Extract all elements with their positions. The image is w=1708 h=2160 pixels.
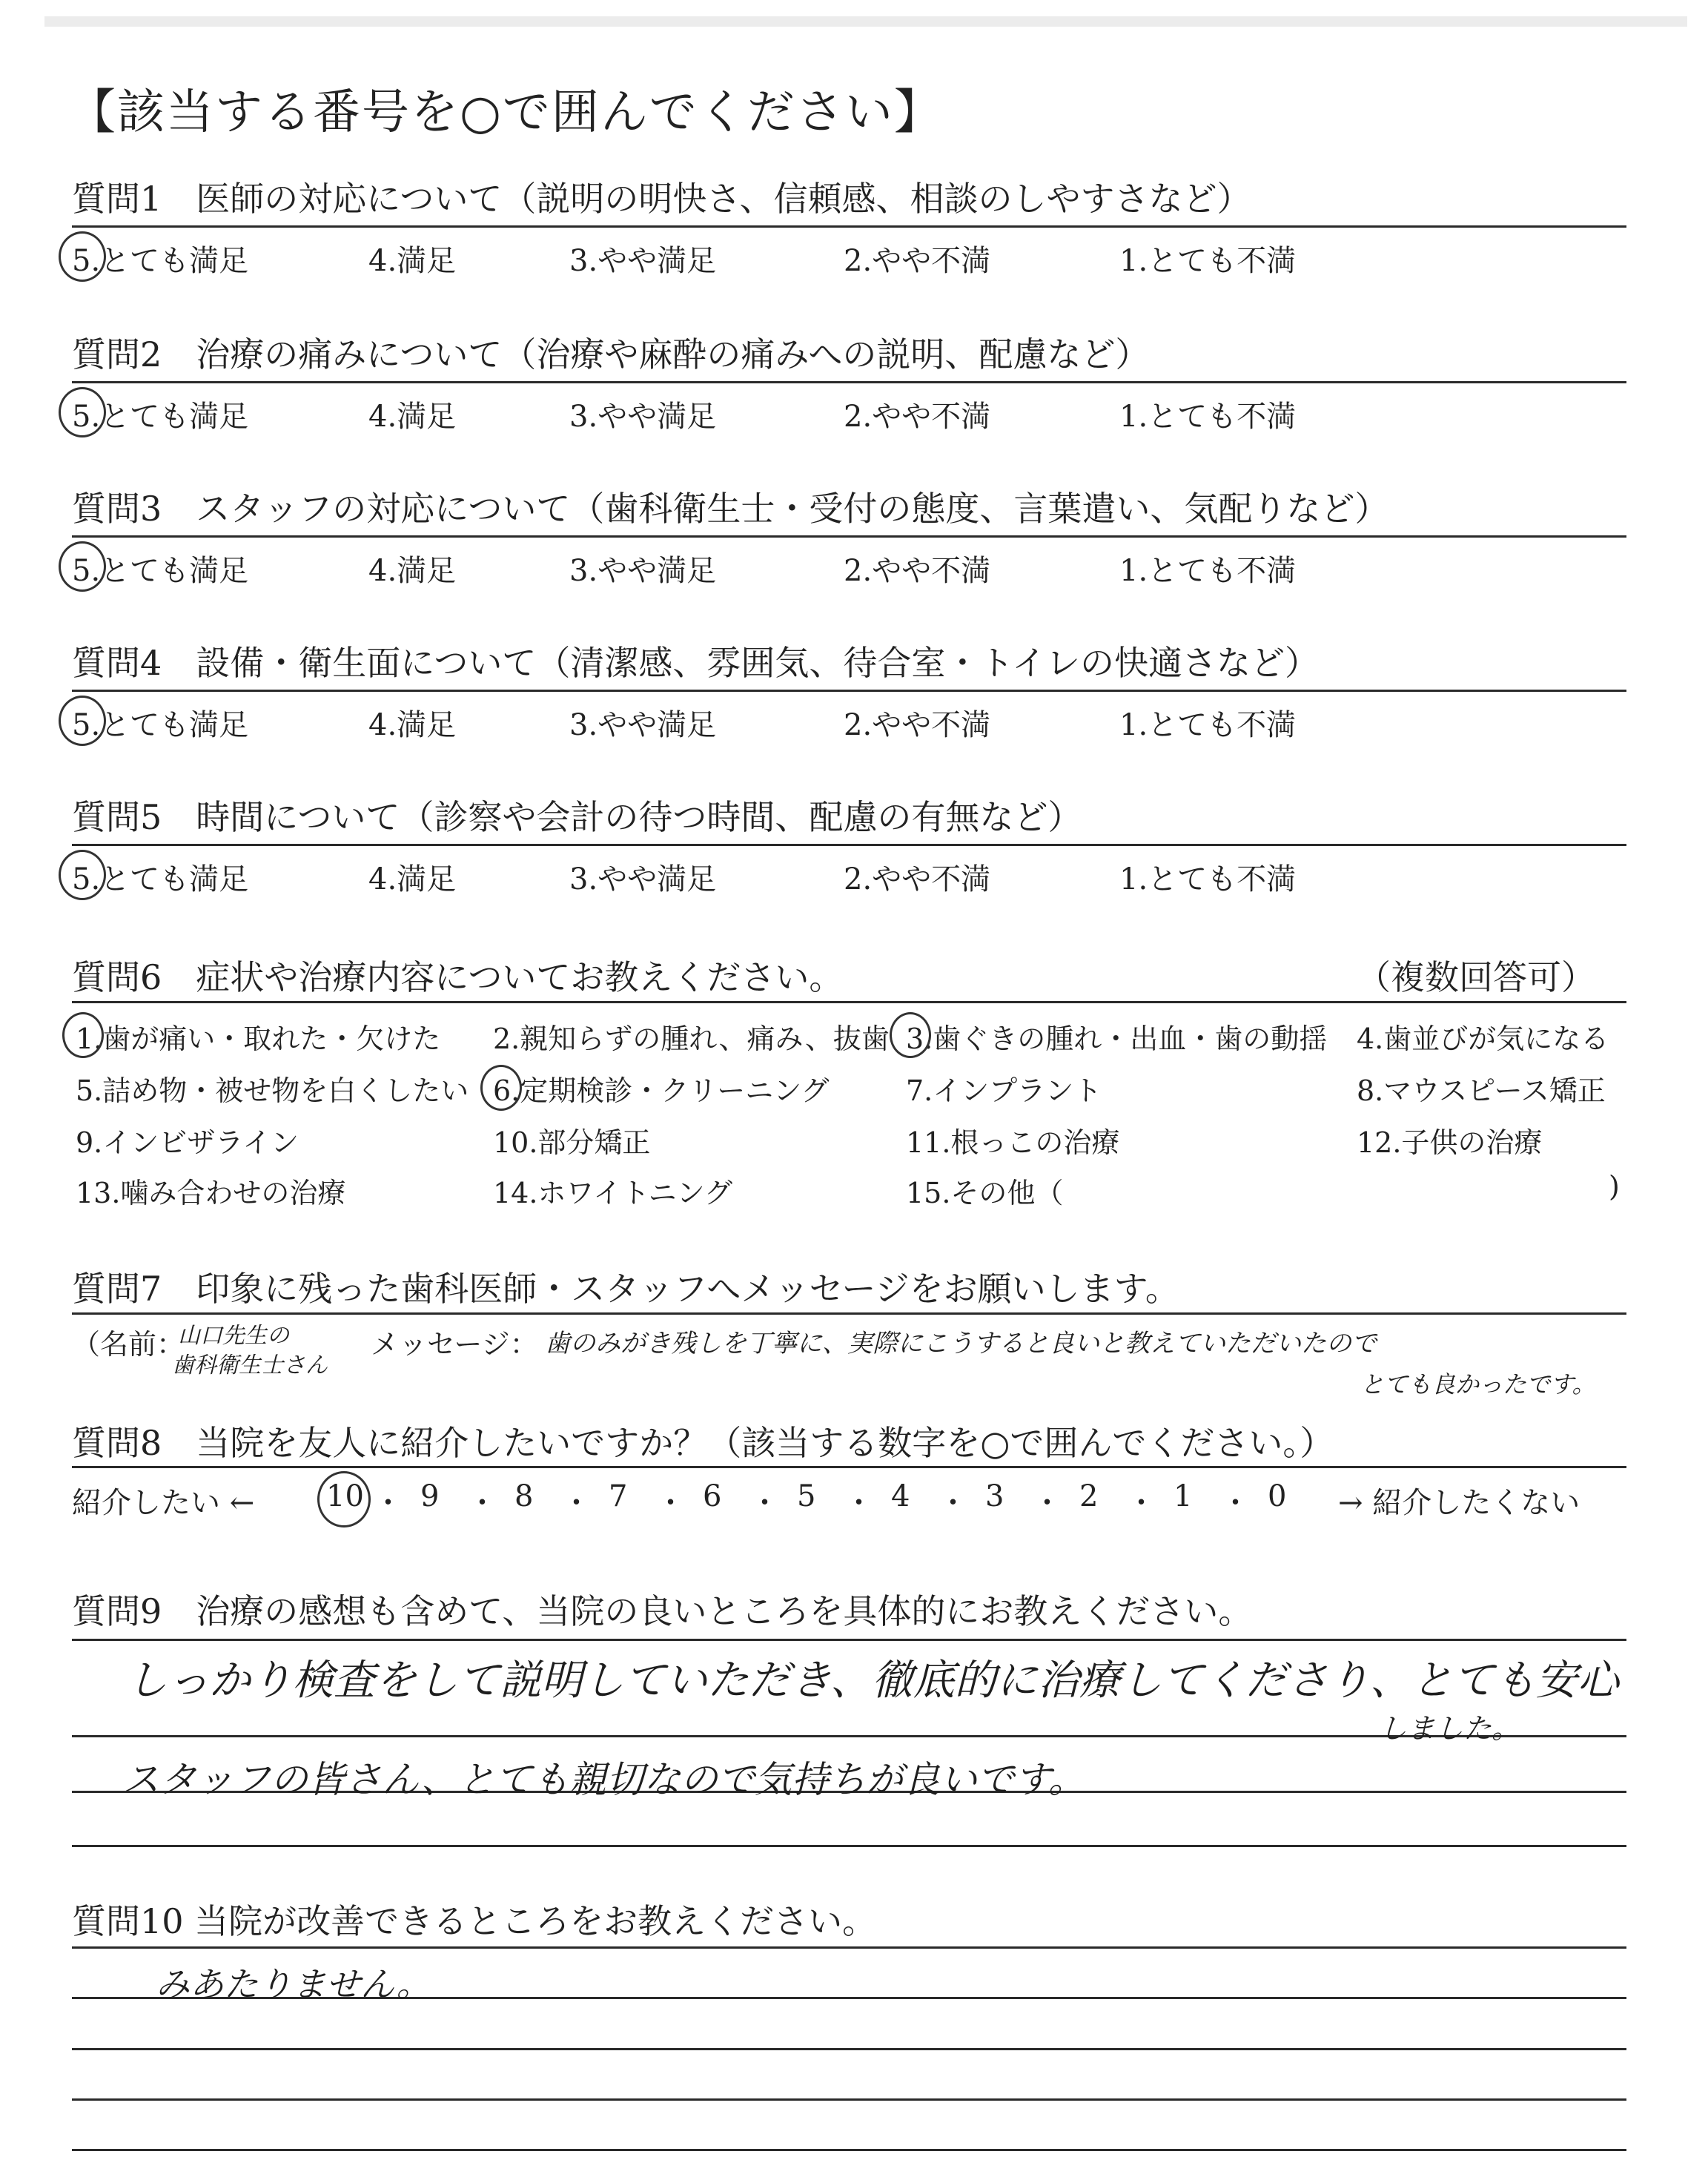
q6-choice-6: 6.定期検診・クリーニング <box>493 1074 830 1107</box>
scan-edge <box>44 16 1687 27</box>
q7-name-hand-1: 山口先生の <box>178 1323 289 1349</box>
q5-option-3: 3.やや満足 <box>569 862 717 896</box>
q7-title: 質問7 印象に残った歯科医師・スタッフへメッセージをお願いします。 <box>72 1269 1179 1309</box>
q3-option-5: 5.とても満足 <box>72 554 249 588</box>
q8-scale-dot: ・ <box>749 1486 780 1520</box>
q3-selected-circle <box>59 541 106 592</box>
q8-scale-9: 9 <box>420 1479 440 1513</box>
q2-option-2: 2.やや不満 <box>844 400 991 434</box>
q1-option-3: 3.やや満足 <box>569 244 717 278</box>
q3-option-2: 2.やや不満 <box>844 554 991 588</box>
q6-choice-3: 3.歯ぐきの腫れ・出血・歯の動揺 <box>906 1023 1328 1055</box>
q6-selected-circle <box>480 1065 522 1111</box>
q8-scale-4: 4 <box>891 1479 910 1513</box>
q1-selected-circle <box>59 231 106 282</box>
q9-title: 質問9 治療の感想も含めて、当院の良いところを具体的にお教えください。 <box>72 1591 1253 1631</box>
q3-rule <box>72 535 1626 538</box>
q9-rule-1 <box>72 1639 1626 1641</box>
q6-choice-7: 7.インプラント <box>906 1074 1102 1107</box>
q8-scale-dot: ・ <box>655 1486 686 1520</box>
q3-option-4: 4.満足 <box>368 554 457 588</box>
q4-option-1: 1.とても不満 <box>1119 708 1297 742</box>
q6-choice-12: 12.子供の治療 <box>1357 1126 1543 1159</box>
q10-hand-1: みあたりません。 <box>156 1964 431 2004</box>
q5-option-2: 2.やや不満 <box>844 862 991 896</box>
q10-title: 質問10 当院が改善できるところをお教えください。 <box>72 1901 877 1941</box>
q4-option-2: 2.やや不満 <box>844 708 991 742</box>
q9-hand-1: しっかり検査をして説明していただき、徹底的に治療してくださり、とても安心 <box>126 1657 1619 1705</box>
q6-choice-8: 8.マウスピース矯正 <box>1357 1074 1606 1107</box>
q8-scale-dot: ・ <box>844 1486 874 1520</box>
q5-selected-circle <box>59 850 106 900</box>
q7-name-hand-2: 歯科衛生士さん <box>172 1353 328 1378</box>
q8-right-label: → 紹介したくない <box>1338 1486 1580 1520</box>
q10-rule-4 <box>72 2098 1626 2101</box>
q7-name-label: （名前： <box>72 1328 185 1361</box>
q5-option-1: 1.とても不満 <box>1119 862 1297 896</box>
q5-title: 質問5 時間について（診察や会計の待つ時間、配慮の有無など） <box>72 797 1082 837</box>
q5-option-5: 5.とても満足 <box>72 862 249 896</box>
q10-rule-1 <box>72 1946 1626 1949</box>
q6-rule <box>72 1001 1626 1003</box>
q8-scale-dot: ・ <box>1032 1486 1062 1520</box>
q8-scale-7: 7 <box>609 1479 628 1513</box>
q8-scale-5: 5 <box>797 1479 816 1513</box>
q2-option-3: 3.やや満足 <box>569 400 717 434</box>
q1-rule <box>72 225 1626 228</box>
q6-choice-15: 15.その他（ <box>906 1177 1064 1209</box>
q2-option-4: 4.満足 <box>368 400 457 434</box>
q1-option-2: 2.やや不満 <box>844 244 991 278</box>
q3-option-1: 1.とても不満 <box>1119 554 1297 588</box>
q6-note: （複数回答可） <box>1357 957 1595 997</box>
q5-option-4: 4.満足 <box>368 862 457 896</box>
q2-selected-circle <box>59 387 106 437</box>
q4-selected-circle <box>59 696 106 746</box>
q6-choice-5: 5.詰め物・被せ物を白くしたい <box>76 1074 469 1107</box>
q6-choice-2: 2.親知らずの腫れ、痛み、抜歯 <box>493 1023 890 1055</box>
q8-scale-10: 10 <box>326 1479 364 1513</box>
q6-choice-1: 1.歯が痛い・取れた・欠けた <box>76 1023 441 1055</box>
q8-rule <box>72 1466 1626 1468</box>
q6-choice-13: 13.噛み合わせの治療 <box>76 1177 346 1209</box>
q4-option-3: 3.やや満足 <box>569 708 717 742</box>
q9-rule-4 <box>72 1845 1626 1847</box>
q6-title: 質問6 症状や治療内容についてお教えください。 <box>72 957 844 997</box>
q8-scale-3: 3 <box>985 1479 1004 1513</box>
q4-option-4: 4.満足 <box>368 708 457 742</box>
q4-option-5: 5.とても満足 <box>72 708 249 742</box>
q2-title: 質問2 治療の痛みについて（治療や麻酔の痛みへの説明、配慮など） <box>72 334 1150 374</box>
q8-selected-circle <box>317 1471 371 1527</box>
q6-choice-14: 14.ホワイトニング <box>493 1177 733 1209</box>
q10-rule-3 <box>72 2048 1626 2050</box>
q8-scale-1: 1 <box>1174 1479 1193 1513</box>
q6-selected-circle <box>62 1012 104 1058</box>
q8-left-label: 紹介したい ← <box>72 1486 255 1520</box>
q2-option-1: 1.とても不満 <box>1119 400 1297 434</box>
q2-rule <box>72 381 1626 383</box>
q6-choice-16: ) <box>1609 1170 1620 1203</box>
q1-option-4: 4.満足 <box>368 244 457 278</box>
q1-option-1: 1.とても不満 <box>1119 244 1297 278</box>
q2-option-5: 5.とても満足 <box>72 400 249 434</box>
q3-option-3: 3.やや満足 <box>569 554 717 588</box>
q6-choice-4: 4.歯並びが気になる <box>1357 1023 1609 1055</box>
q6-choice-9: 9.インビザライン <box>76 1126 299 1159</box>
page-title: 【該当する番号を○で囲んでください】 <box>68 85 943 140</box>
q1-option-5: 5.とても満足 <box>72 244 249 278</box>
q8-title: 質問8 当院を友人に紹介したいですか？（該当する数字を○で囲んでください。） <box>72 1423 1334 1463</box>
q4-title: 質問4 設備・衛生面について（清潔感、雰囲気、待合室・トイレの快適さなど） <box>72 643 1320 683</box>
q6-choice-11: 11.根っこの治療 <box>906 1126 1120 1159</box>
q8-scale-dot: ・ <box>561 1486 592 1520</box>
q7-message-hand-2: とても良かったです。 <box>1360 1370 1596 1398</box>
q6-choice-10: 10.部分矯正 <box>493 1126 651 1159</box>
q4-rule <box>72 690 1626 692</box>
q7-message-label: メッセージ： <box>371 1328 538 1361</box>
q1-title: 質問1 医師の対応について（説明の明快さ、信頼感、相談のしやすさなど） <box>72 179 1251 219</box>
q8-scale-6: 6 <box>703 1479 722 1513</box>
q3-title: 質問3 スタッフの対応について（歯科衛生士・受付の態度、言葉遣い、気配りなど） <box>72 489 1389 529</box>
q8-scale-8: 8 <box>514 1479 534 1513</box>
q7-rule <box>72 1312 1626 1315</box>
q9-hand-2: しました。 <box>1379 1712 1520 1745</box>
q8-scale-dot: ・ <box>1220 1486 1251 1520</box>
q7-message-hand-1: 歯のみがき残しを丁寧に、実際にこうすると良いと教えていただいたので <box>545 1329 1377 1358</box>
q8-scale-2: 2 <box>1079 1479 1099 1513</box>
q5-rule <box>72 844 1626 846</box>
q10-rule-5 <box>72 2149 1626 2151</box>
q8-scale-dot: ・ <box>467 1486 497 1520</box>
q6-selected-circle <box>890 1012 931 1058</box>
q8-scale-dot: ・ <box>938 1486 968 1520</box>
q8-scale-dot: ・ <box>1126 1486 1156 1520</box>
q9-hand-3: スタッフの皆さん、とても親切なので気持ちが良いです。 <box>122 1758 1085 1801</box>
q8-scale-dot: ・ <box>373 1486 403 1520</box>
q8-scale-0: 0 <box>1268 1479 1287 1513</box>
